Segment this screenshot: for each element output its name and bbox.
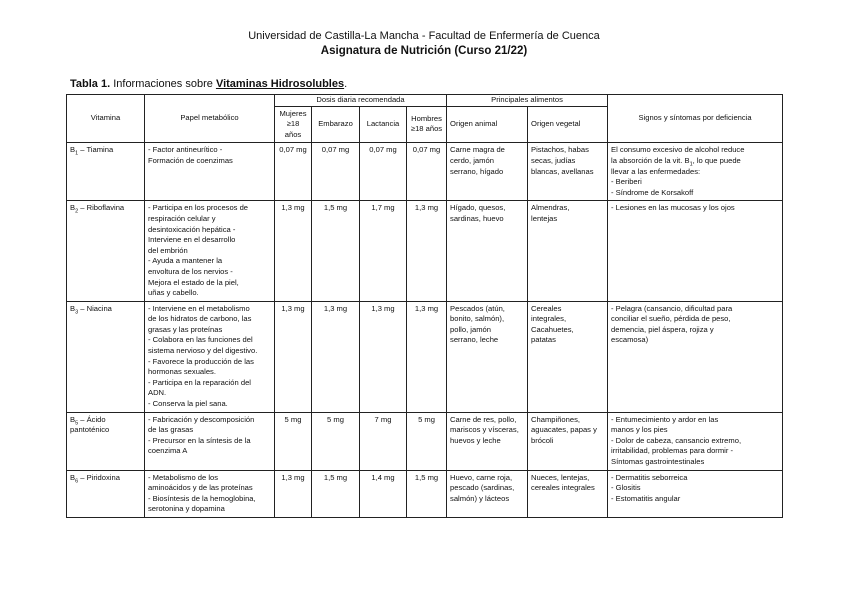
header-vegetal: Origen vegetal [528,106,608,143]
signos-line: - Glositis [611,483,641,493]
signos-line: El consumo excesivo de alcohol reduce [611,145,745,155]
papel-line: - Colabora en las funciones del [148,335,253,345]
signos-line: - Lesiones en las mucosas y los ojos [611,203,735,213]
vegetal-line: lentejas [531,213,558,223]
header-signos: Signos y síntomas por deficiencia [608,95,783,143]
table-row [67,470,783,517]
papel-line: ADN. [148,388,167,398]
papel-line: del embrión [148,245,188,255]
vegetal-line: brócoli [531,435,554,445]
signos-line: manos y los pies [611,425,668,435]
vitamin-prefix: B [70,303,76,313]
cell-papel [145,201,275,301]
signos-line: - Beriberi [611,177,642,187]
header-vitamina: Vitamina [67,95,145,143]
papel-line: coenzima A [148,446,188,456]
vitamin-prefix: B [70,203,76,213]
animal-line: salmón) y lácteos [450,493,510,503]
cell-vitamina [67,470,145,517]
cell-vitamina [67,412,145,470]
caption-highlight: Vitaminas Hidrosolubles [215,78,345,90]
papel-line: de los hidratos de carbono, las [148,314,252,324]
vitamin-suffix: – Piridoxina [78,472,120,482]
cell-papel [145,143,275,201]
papel-line: Mejora el estado de la piel, [148,277,239,287]
animal-line: pescado (sardinas, [450,483,515,493]
cell-vegetal [528,143,608,201]
papel-line: - Precursor en la síntesis de la [148,435,251,445]
papel-line: respiración celular y [148,213,216,223]
animal-line: Hígado, quesos, [450,203,506,213]
vegetal-line: Champiñones, [531,414,580,424]
cell-embarazo: 1,5 mg [312,201,360,301]
animal-line: serrano, hígado [450,166,504,176]
signos-line: - Pelagra (cansancio, dificultad para [611,303,733,313]
table-row [67,143,783,201]
cell-lactancia: 1,7 mg [360,201,407,301]
header-hombres-line: ≥18 años [410,124,443,134]
vitamin-suffix: – Riboflavina [78,203,125,213]
papel-line: - Ayuda a mantener la [148,256,223,266]
cell-vitamina [67,143,145,201]
cell-papel [145,470,275,517]
animal-line: huevos y leche [450,435,501,445]
header-dosis-group: Dosis diaria recomendada [275,95,447,107]
vitamin-prefix: B [70,414,76,424]
cell-hombres: 1,3 mg [407,201,447,301]
animal-line: Huevo, carne roja, [450,472,513,482]
cell-signos [608,301,783,412]
vegetal-line: aguacates, papas y [531,425,597,435]
vegetal-line: Nueces, lentejas, [531,472,590,482]
cell-embarazo: 0,07 mg [312,143,360,201]
signos-line: Síntomas gastrointestinales [611,457,705,466]
cell-animal [447,201,528,301]
cell-lactancia: 0,07 mg [360,143,407,201]
papel-line: - Fabricación y descomposición [148,414,255,424]
papel-line: sistema nervioso y del digestivo. [148,346,258,356]
cell-embarazo: 1,5 mg [312,470,360,517]
animal-line: mariscos y vísceras, [450,425,519,435]
cell-vegetal [528,201,608,301]
header-embarazo: Embarazo [312,106,360,143]
header-mujeres-line: ≥18 años [284,119,302,139]
header-alimentos-group: Principales alimentos [447,95,608,107]
animal-line: Carne magra de [450,145,505,155]
cell-animal [447,143,528,201]
vitamin-suffix: – Ácido [78,414,106,424]
cell-hombres: 0,07 mg [407,143,447,201]
cell-mujeres: 1,3 mg [275,470,312,517]
papel-line: serotonina y dopamina [148,504,225,514]
vegetal-line: Almendras, [531,203,570,213]
papel-line: - Factor antineurítico - [148,145,223,155]
papel-line: - Conserva la piel sana. [148,399,228,409]
cell-animal [447,412,528,470]
vitamin-subscript: 2 [75,208,79,215]
table-row [67,412,783,470]
cell-hombres: 5 mg [407,412,447,470]
signos-line: escamosa) [611,335,649,345]
cell-signos [608,201,783,301]
cell-mujeres: 1,3 mg [275,301,312,412]
cell-papel [145,412,275,470]
vegetal-line: patatas [531,335,556,345]
vitamin-prefix: B [70,145,76,155]
header-hombres-line: Hombres [411,113,442,123]
cell-vegetal [528,470,608,517]
vitamin-prefix: B [70,472,76,482]
papel-line: desintoxicación hepática - [148,224,236,234]
table-row [67,301,783,412]
cell-vitamina [67,201,145,301]
caption-text: Informaciones sobre [110,78,216,90]
vitamin-suffix-line2: pantoténico [70,425,110,435]
animal-line: Pescados (atún, [450,303,505,313]
papel-line: - Participa en la reparación del [148,377,251,387]
vitamin-suffix: – Tiamina [78,145,114,155]
papel-line: - Participa en los procesos de [148,203,249,213]
papel-line: uñas y cabello. [148,288,199,298]
cell-vitamina [67,301,145,412]
cell-animal [447,470,528,517]
vitamin-subscript: 6 [75,478,79,485]
animal-line: pollo, jamón [450,324,491,334]
animal-line: sardinas, huevo [450,213,504,223]
table-caption [70,78,347,90]
cell-mujeres: 0,07 mg [275,143,312,201]
signos-line: - Estomatitis angular [611,493,681,503]
signos-line: irritabilidad, problemas para dormir - [611,446,734,456]
papel-line: grasas y las proteínas [148,324,223,334]
papel-line: - Favorece la producción de las [148,356,254,366]
vitamin-subscript: 5 [75,420,79,427]
table-body [67,143,783,518]
signos-line: - Síndrome de Korsakoff [611,187,694,197]
table-row [67,201,783,301]
document-header-subject: Asignatura de Nutrición (Curso 21/22) [320,45,528,57]
animal-line: Carne de res, pollo, [450,414,517,424]
papel-line: - Metabolismo de los [148,472,219,482]
cell-signos [608,470,783,517]
cell-lactancia: 1,3 mg [360,301,407,412]
cell-lactancia: 7 mg [360,412,407,470]
cell-signos [608,143,783,201]
cell-mujeres: 5 mg [275,412,312,470]
signos-line: conciliar el sueño, pérdida de peso, [611,314,731,324]
cell-vegetal [528,412,608,470]
papel-line: envoltura de los nervios - [148,266,233,276]
signos-line: - Entumecimiento y ardor en las [611,414,719,424]
vitamin-subscript: 1 [75,150,79,157]
header-animal: Origen animal [447,106,528,143]
header-mujeres [275,106,312,143]
vitamin-subscript: 3 [75,309,79,316]
header-papel: Papel metabólico [145,95,275,143]
animal-line: serrano, leche [450,335,499,345]
caption-end: . [344,78,348,90]
cell-mujeres: 1,3 mg [275,201,312,301]
cell-papel [145,301,275,412]
papel-line: aminoácidos y de las proteínas [148,483,253,493]
vegetal-line: secas, judías [531,155,576,165]
vegetal-line: Cereales [531,303,562,313]
papel-line: Formación de coenzimas [148,155,233,165]
papel-line: - Interviene en el metabolismo [148,303,250,313]
cell-hombres: 1,5 mg [407,470,447,517]
cell-vegetal [528,301,608,412]
header-mujeres-line: Mujeres [279,108,307,118]
cell-hombres: 1,3 mg [407,301,447,412]
signos-line: la absorción de la vit. $B_1$, lo que puede [611,155,741,168]
vitamins-table [66,94,783,518]
vegetal-line: cereales integrales [531,483,595,493]
papel-line: de las grasas [148,425,194,435]
header-hombres [407,106,447,143]
cell-lactancia: 1,4 mg [360,470,407,517]
vegetal-line: blancas, avellanas [531,166,594,176]
animal-line: bonito, salmón), [450,314,505,324]
signos-line: llevar a las enfermedades: [611,166,701,176]
signos-line: demencia, piel áspera, rojiza y [611,324,714,334]
caption-label: Tabla 1. [70,78,111,90]
signos-line: - Dolor de cabeza, cansancio extremo, [611,435,742,445]
vegetal-line: integrales, [531,314,567,324]
papel-line: Interviene en el desarrollo [148,235,236,245]
vegetal-line: Pistachos, habas [531,145,589,155]
animal-line: cerdo, jamón [450,155,494,165]
cell-animal [447,301,528,412]
signos-line: - Dermatitis seborreica [611,472,688,482]
papel-line: hormonas sexuales. [148,367,216,377]
papel-line: - Biosíntesis de la hemoglobina, [148,493,256,503]
header-lactancia: Lactancia [360,106,407,143]
cell-signos [608,412,783,470]
document-header-university: Universidad de Castilla-La Mancha - Facultad de Enfermería de Cuenca [248,30,600,42]
vitamin-suffix: – Niacina [78,303,112,313]
cell-embarazo: 5 mg [312,412,360,470]
cell-embarazo: 1,3 mg [312,301,360,412]
vegetal-line: Cacahuetes, [531,324,574,334]
